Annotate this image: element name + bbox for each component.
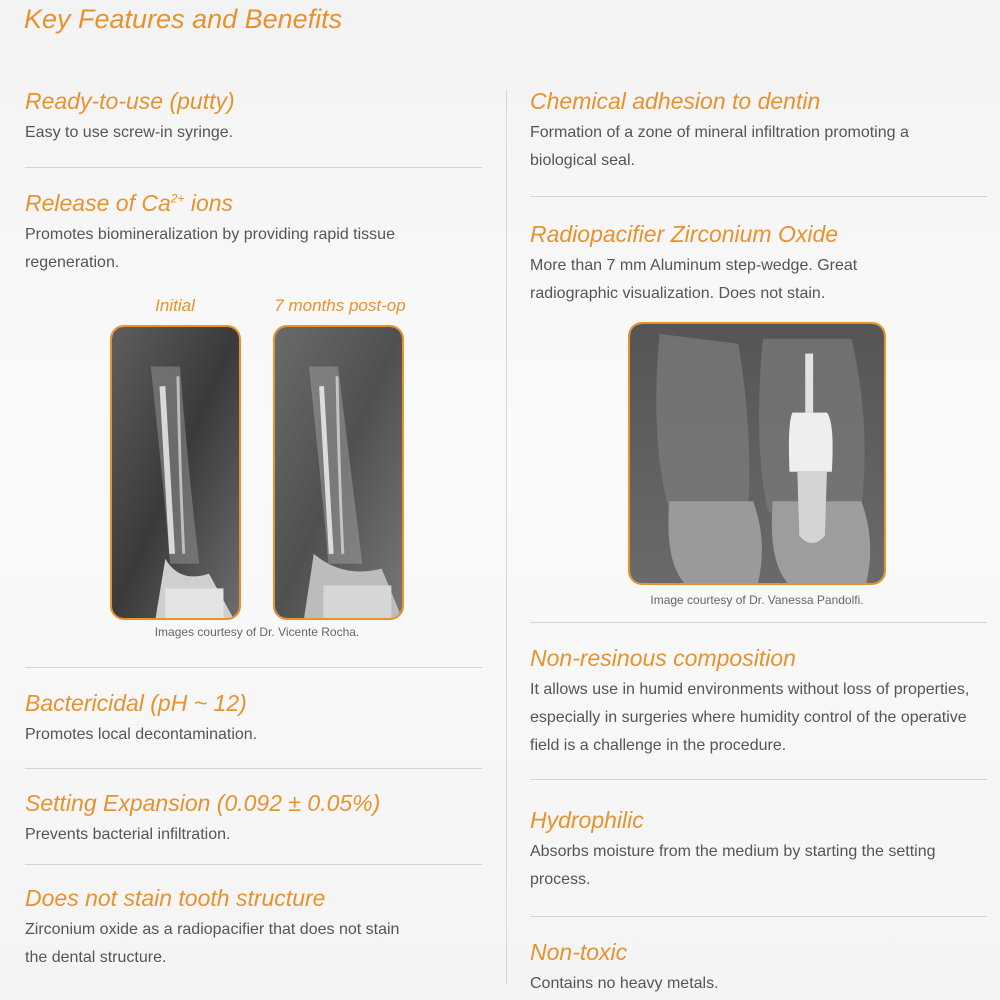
feature-heading: Setting Expansion (0.092 ± 0.05%) [25, 790, 381, 816]
image-caption: Images courtesy of Dr. Vicente Rocha. [154, 625, 360, 639]
column-divider [506, 90, 507, 985]
image-label-postop: 7 months post-op [274, 296, 406, 315]
feature-heading: Chemical adhesion to dentin [530, 88, 821, 114]
feature-bactericidal [25, 689, 485, 749]
divider [530, 622, 987, 623]
divider [530, 196, 987, 197]
divider [25, 167, 482, 168]
feature-chemical-adhesion [530, 87, 990, 175]
feature-heading: Hydrophilic [530, 807, 644, 833]
feature-text: Prevents bacterial infiltration. [25, 826, 231, 843]
feature-text: It allows use in humid environments without loss of properties, especially in surgeries where humidity control of the operative field is a challenge in the procedure. [530, 681, 970, 754]
xray-postop-image [273, 325, 404, 620]
divider [530, 779, 987, 780]
feature-text: Contains no heavy metals. [530, 975, 719, 992]
feature-does-not-stain [25, 884, 485, 972]
feature-text: Absorbs moisture from the medium by starting the setting process. [530, 843, 936, 888]
feature-hydrophilic [530, 806, 990, 894]
feature-setting-expansion [25, 789, 485, 849]
feature-heading: Ready-to-use (putty) [25, 88, 235, 114]
feature-heading: Non-toxic [530, 939, 628, 965]
feature-heading: Bactericidal (pH ~ 12) [25, 690, 247, 716]
feature-text: Promotes local decontamination. [25, 726, 258, 743]
divider [25, 667, 482, 668]
xray-initial-image [110, 325, 241, 620]
feature-text: More than 7 mm Aluminum step-wedge. Great radiographic visualization. Does not stain. [530, 257, 858, 302]
feature-non-resinous [530, 644, 990, 760]
image-caption: Image courtesy of Dr. Vanessa Pandolfi. [650, 593, 864, 607]
feature-text: Zirconium oxide as a radiopacifier that does not stain the dental structure. [25, 921, 400, 966]
feature-text: Easy to use screw-in syringe. [25, 124, 234, 141]
feature-heading: Release of $Ca^{2+}$ ions [25, 190, 234, 216]
feature-text: Promotes biomineralization by providing rapid tissue regeneration. [25, 226, 395, 271]
feature-ready-to-use [25, 87, 485, 147]
divider [530, 916, 987, 917]
feature-non-toxic [530, 938, 990, 998]
xray-zirconium-image [628, 322, 886, 585]
feature-release-ca-ions [25, 189, 485, 277]
image-label-initial: Initial [155, 296, 195, 315]
page-title: Key Features and Benefits [24, 4, 343, 34]
feature-heading: Non-resinous composition [530, 645, 796, 671]
feature-radiopacifier [530, 220, 990, 308]
divider [25, 864, 482, 865]
feature-heading: Does not stain tooth structure [25, 885, 326, 911]
feature-text: Formation of a zone of mineral infiltration promoting a biological seal. [530, 124, 909, 169]
feature-heading: Radiopacifier Zirconium Oxide [530, 221, 839, 247]
divider [25, 768, 482, 769]
